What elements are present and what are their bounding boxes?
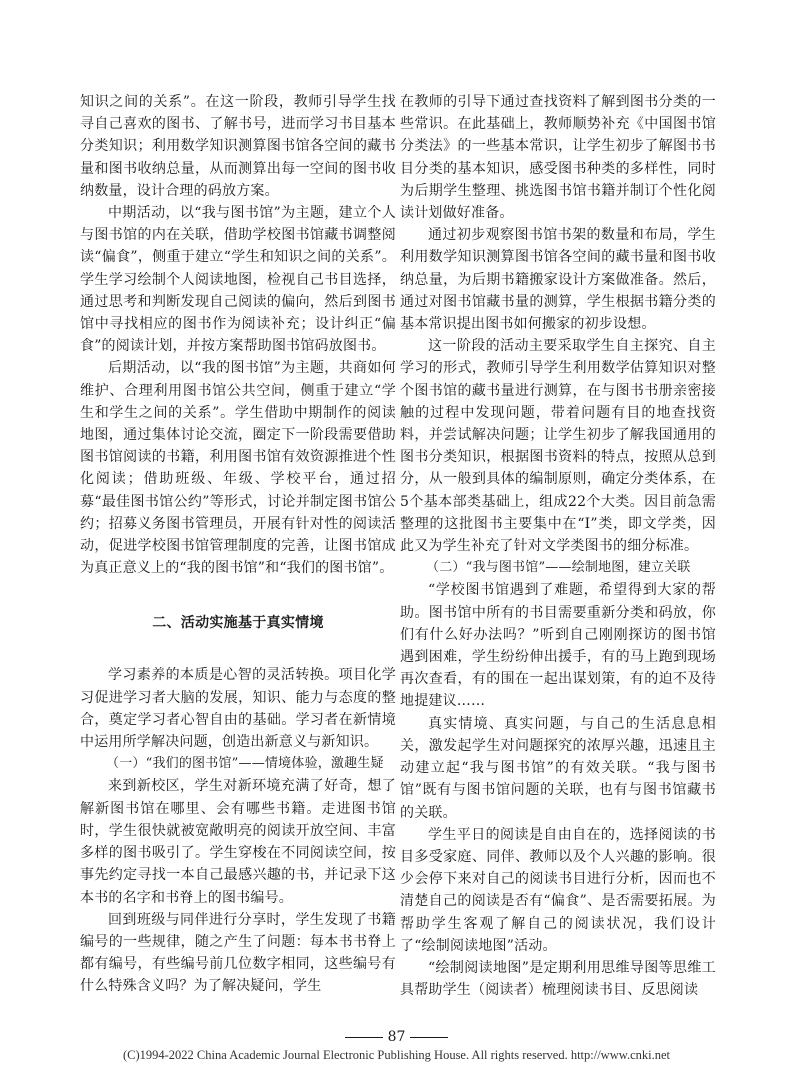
subsection-heading: （二）“我与图书馆”——绘制地图，建立关联	[426, 560, 691, 576]
paragraph: 真实情境、真实问题，与自己的生活息息相关，激发起学生对问题探究的浓厚兴趣，迅速且主动建立起“我与图书馆”的有效关联。“我与图书馆”既有与图书馆问题的关联，也有与图书馆藏书的关联。	[400, 715, 716, 821]
paragraph: 通过初步观察图书馆书架的数量和布局，学生利用数学知识测算图书馆各空间的藏书量和图书收纳总量，为后期书籍搬家设计方案做准备。然后，通过对图书馆藏书量的测算，学生根据书籍分类的基本常识提出图书如何搬家的初步设想。	[400, 227, 716, 333]
paragraph: “绘制阅读地图”是定期利用思维导图等思维工具帮助学生（阅读者）梳理阅读书目、反思阅读	[400, 959, 716, 999]
left-rule	[345, 1037, 383, 1038]
paragraph: 后期活动，以“我的图书馆”为主题，共商如何维护、合理利用图书馆公共空间，侧重于建立“学生和学生之间的关系”。学生借助中期制作的阅读地图，通过集体讨论交流，圈定下一阶段需要借助图书馆阅读的书籍，利用图书馆有效资源推进个性化阅读；借助班级、年级、学校平台，通过招募“最佳图书馆公约”等形式，讨论并制定图书馆公约；招募义务图书管理员，开展有针对性的阅读活动，促进学校图书馆管理制度的完善，让图书馆成为真正意义上的“我的图书馆”和“我们的图书馆”。	[80, 360, 396, 577]
left-column	[80, 91, 396, 998]
page-number: 87	[387, 1029, 406, 1045]
subsection-heading: （一）“我们的图书馆”——情境体验，激趣生疑	[106, 756, 384, 772]
paragraph: 中期活动，以“我与图书馆”为主题，建立个人与图书馆的内在关联，借助学校图书馆藏书调整阅读“偏食”，侧重于建立“学生和知识之间的关系”。学生学习绘制个人阅读地图，检视自己书目选择，通过思考和判断发现自己阅读的偏向，然后到图书馆中寻找相应的图书作为阅读补充；设计纠正“偏食”的阅读计划，并按方案帮助图书馆码放图书。	[80, 205, 396, 355]
paragraph: 来到新校区，学生对新环境充满了好奇，想了解新图书馆在哪里、会有哪些书籍。走进图书馆时，学生很快就被宽敞明亮的阅读开放空间、丰富多样的图书吸引了。学生穿梭在不同阅读空间，按事先约定寻找一本自己最感兴趣的书，并记录下这本书的名字和书脊上的图书编号。	[80, 778, 396, 906]
paragraph: 在教师的引导下通过查找资料了解到图书分类的一些常识。在此基础上，教师顺势补充《中国图书馆分类法》的一些基本常识，让学生初步了解图书书目分类的基本知识，感受图书种类的多样性，同时为后期学生整理、挑选图书馆书籍并制订个性化阅读计划做好准备。	[400, 94, 716, 222]
paragraph: 学习素养的本质是心智的灵活转换。项目化学习促进学习者大脑的发展，知识、能力与态度的整合，奠定学习者心智自由的基础。学习者在新情境中运用所学解决问题，创造出新意义与新知识。	[80, 667, 396, 751]
paragraph: 知识之间的关系”。在这一阶段，教师引导学生找寻自己喜欢的图书、了解书号，进而学习书目基本分类知识；利用数学知识测算图书馆各空间的藏书量和图书收纳总量，从而测算出每一空间的图书收纳数量，设计合理的码放方案。	[80, 94, 396, 199]
page-number-footer	[0, 1029, 793, 1045]
copyright-notice: (C)1994-2022 China Academic Journal Electronic Publishing House. All rights reserved. http://www.cnki.net	[122, 1048, 670, 1062]
right-column	[400, 91, 716, 1001]
paragraph: “学校图书馆遇到了难题，希望得到大家的帮助。图书馆中所有的书目需要重新分类和码放，你们有什么好办法吗？”听到自己刚刚探访的图书馆遇到困难，学生纷纷伸出援手，有的马上跑到现场再次查看，有的围在一起出谋划策，有的迫不及待地提建议……	[400, 582, 716, 710]
paragraph: 学生平日的阅读是自由自在的，选择阅读的书目多受家庭、同伴、教师以及个人兴趣的影响。很少会停下来对自己的阅读书目进行分析，因而也不清楚自己的阅读是否有“偏食”、是否需要拓展。为帮助学生客观了解自己的阅读状况，我们设计了“绘制阅读地图”活动。	[400, 826, 716, 954]
paragraph: 回到班级与同伴进行分享时，学生发现了书籍编号的一些规律，随之产生了问题：每本书书脊上都有编号，有些编号前几位数字相同，这些编号有什么特殊含义吗？为了解决疑问，学生	[80, 911, 396, 995]
paragraph: 这一阶段的活动主要采取学生自主探究、自主学习的形式，教师引导学生利用数学估算知识对整个图书馆的藏书量进行测算，在与图书书册亲密接触的过程中发现问题，带着问题有目的地查找资料，并尝试解决问题；让学生初步了解我国通用的图书分类知识，根据图书资料的特点，按照从总到分，从一般到具体的编制原则，确定分类体系，在5个基本部类基础上，组成22个大类。因目前急需整理的这批图书主要集中在“I”类，即文学类，因此又为学生补充了针对文学类图书的细分标准。	[400, 338, 716, 555]
section-heading: 二、活动实施基于真实情境	[152, 615, 324, 632]
right-rule	[410, 1037, 448, 1038]
